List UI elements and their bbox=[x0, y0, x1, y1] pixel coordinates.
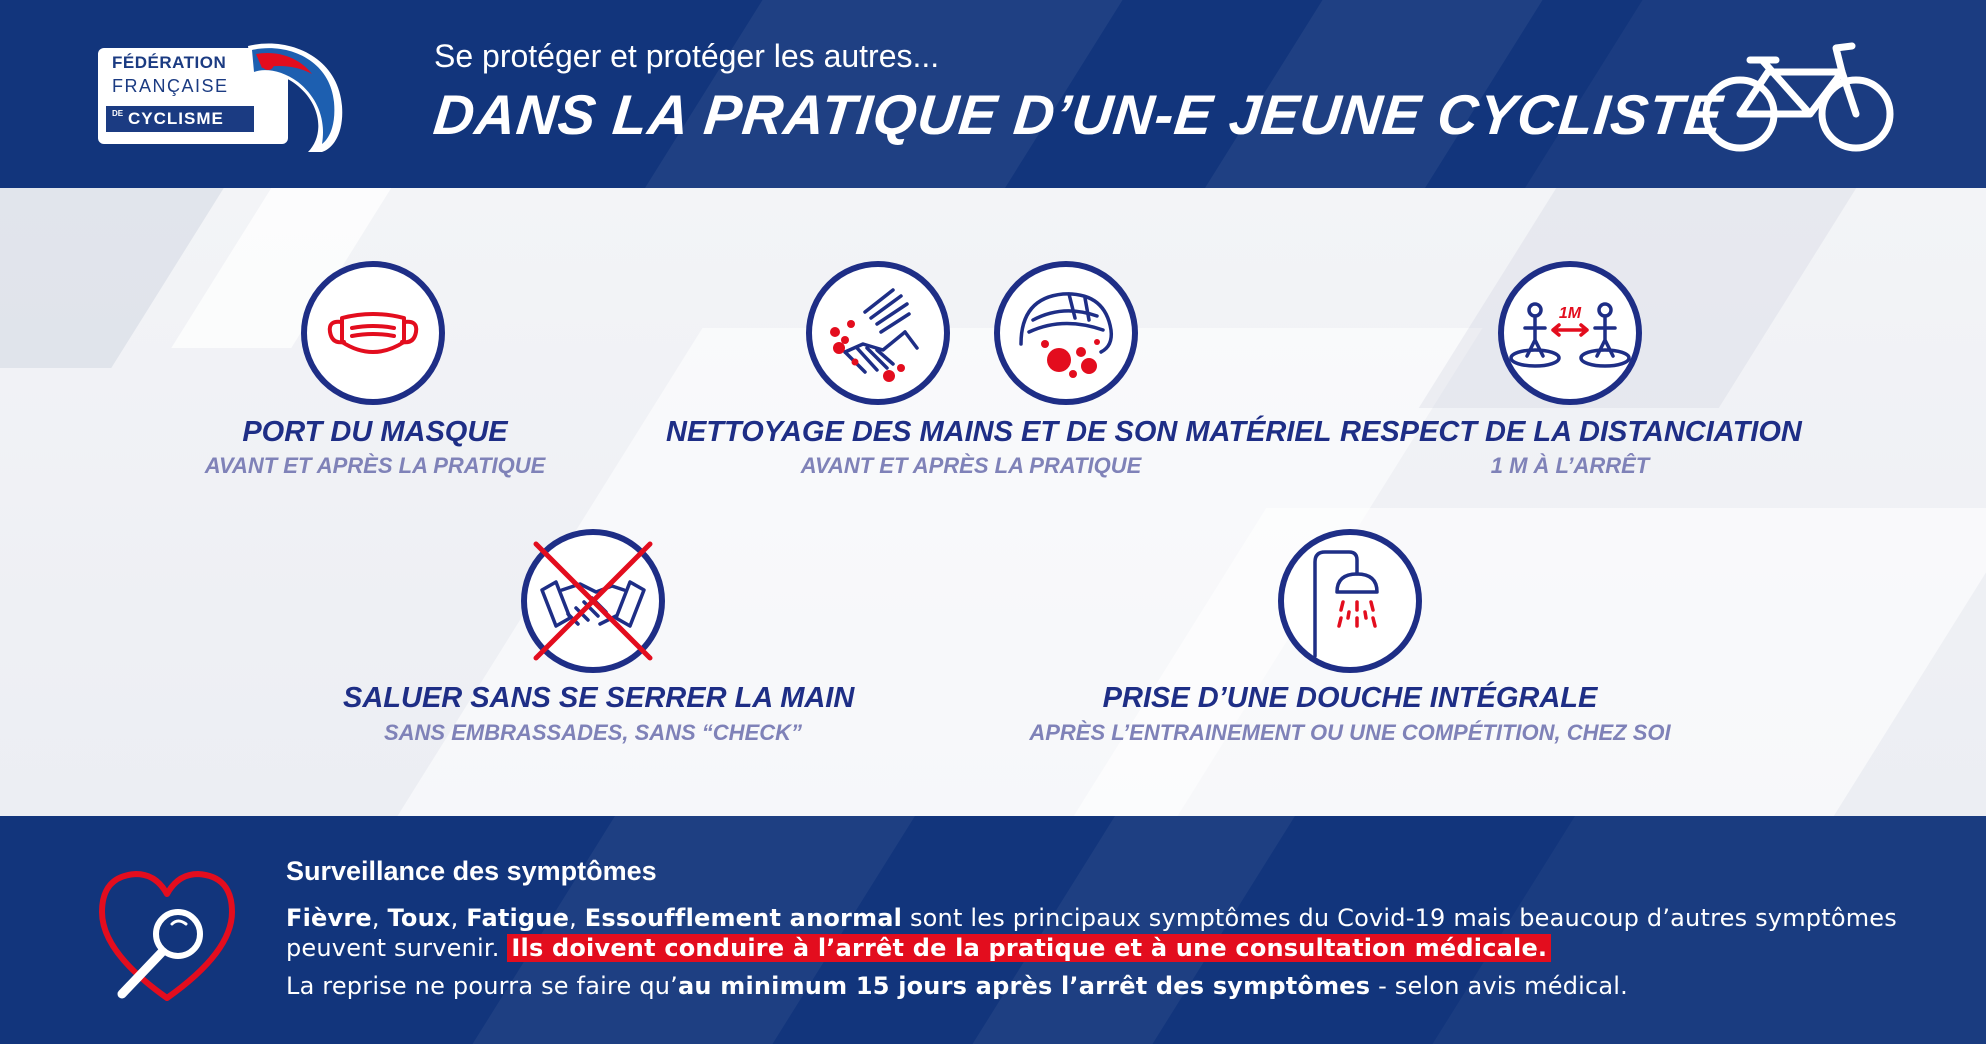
measure-title-shower: PRISE D’UNE DOUCHE INTÉGRALE bbox=[1102, 682, 1598, 714]
symptoms-line-2-text: peuvent survenir. bbox=[286, 934, 508, 962]
symptoms-title: Surveillance des symptômes bbox=[286, 856, 657, 886]
heart-magnifier-icon bbox=[92, 862, 242, 1012]
header-title: DANS LA PRATIQUE D’UN-E JEUNE CYCLISTE bbox=[430, 83, 1727, 146]
ffc-logo bbox=[98, 36, 343, 154]
measure-title-cleaning: NETTOYAGE DES MAINS ET DE SON MATÉRIEL bbox=[666, 416, 1332, 448]
separator: , bbox=[450, 904, 467, 932]
header-banner bbox=[0, 0, 1986, 188]
symptoms-line-1-rest: sont les principaux symptômes du Covid-19 mais beaucoup d’autres symptômes bbox=[902, 904, 1897, 932]
measure-subtitle-mask: AVANT ET APRÈS LA PRATIQUE bbox=[204, 453, 546, 478]
logo-swoosh-icon bbox=[238, 36, 348, 156]
bg-stripe bbox=[1419, 188, 1881, 408]
symptom-fatigue: Fatigue bbox=[466, 904, 570, 932]
helmet-cleaning-icon bbox=[993, 260, 1139, 406]
measure-subtitle-cleaning: AVANT ET APRÈS LA PRATIQUE bbox=[800, 453, 1142, 478]
symptom-breathlessness: Essoufflement anormal bbox=[584, 904, 903, 932]
logo-prefix: DE bbox=[112, 109, 124, 118]
symptoms-line-1 bbox=[286, 904, 1897, 932]
distance-label: 1M bbox=[1558, 305, 1582, 322]
no-handshake-icon bbox=[520, 528, 666, 674]
shower-icon bbox=[1277, 528, 1423, 674]
logo-line1: FÉDÉRATION bbox=[112, 53, 227, 72]
symptoms-line-3-bold: au minimum 15 jours après l’arrêt des symptômes bbox=[678, 972, 1371, 1000]
social-distancing-icon bbox=[1497, 260, 1643, 406]
measure-title-mask: PORT DU MASQUE bbox=[242, 416, 508, 448]
measure-title-distancing: RESPECT DE LA DISTANCIATION bbox=[1340, 416, 1802, 448]
symptoms-line-3 bbox=[286, 972, 1628, 1000]
symptoms-line-2 bbox=[286, 934, 1551, 962]
measure-subtitle-greeting: SANS EMBRASSADES, SANS “CHECK” bbox=[383, 720, 803, 745]
hand-washing-icon bbox=[805, 260, 951, 406]
separator: , bbox=[371, 904, 388, 932]
symptoms-line-3-text: La reprise ne pourra se faire qu’ bbox=[286, 972, 678, 1000]
measures-section bbox=[0, 188, 1986, 816]
symptom-cough: Toux bbox=[387, 904, 451, 932]
symptom-fever: Fièvre bbox=[286, 904, 372, 932]
symptoms-line-3-rest: - selon avis médical. bbox=[1370, 972, 1629, 1000]
header-subtitle: Se protéger et protéger les autres... bbox=[434, 38, 940, 74]
measure-title-greeting: SALUER SANS SE SERRER LA MAIN bbox=[343, 682, 855, 714]
face-mask-icon bbox=[300, 260, 446, 406]
symptoms-warning-highlight: Ils doivent conduire à l’arrêt de la pratique et à une consultation médicale. bbox=[507, 934, 1551, 962]
separator: , bbox=[569, 904, 585, 932]
logo-line2: FRANÇAISE bbox=[112, 76, 229, 96]
logo-line3: CYCLISME bbox=[128, 109, 224, 128]
symptoms-section bbox=[0, 816, 1986, 1044]
measure-subtitle-shower: APRÈS L’ENTRAINEMENT OU UNE COMPÉTITION, CHEZ SOI bbox=[1029, 720, 1671, 745]
measure-subtitle-distancing: 1 M À L’ARRÊT bbox=[1490, 453, 1650, 478]
bicycle-icon bbox=[1700, 34, 1896, 156]
